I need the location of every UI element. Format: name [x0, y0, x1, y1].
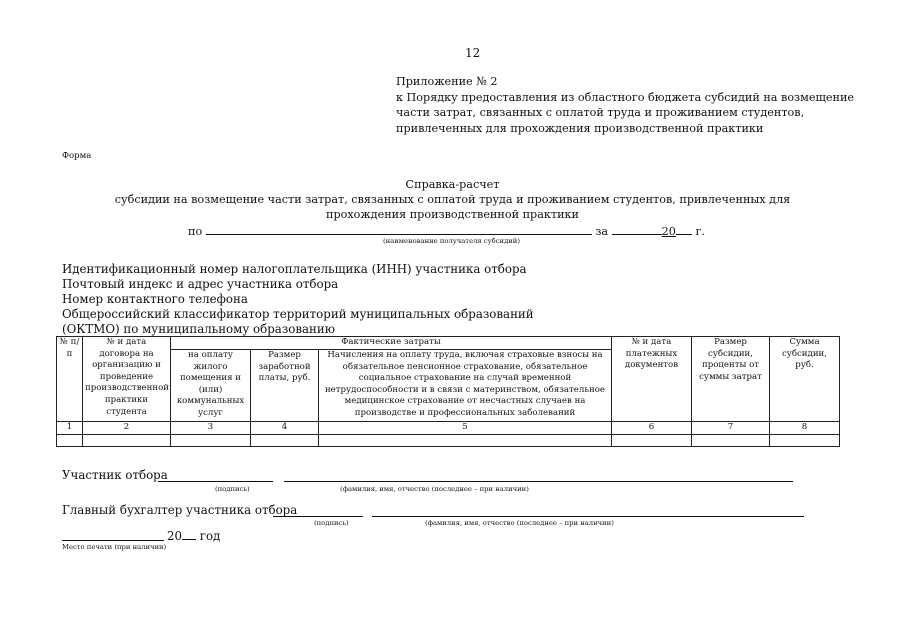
- accountant-signature-line[interactable]: [273, 516, 363, 517]
- table-cell[interactable]: [251, 434, 319, 446]
- page-number: 12: [465, 46, 481, 60]
- index-cell: 6: [612, 422, 692, 435]
- header-salary: Размер заработной платы, руб.: [251, 350, 319, 422]
- form-label: Форма: [62, 151, 92, 161]
- table-cell[interactable]: [612, 434, 692, 446]
- recipient-hint: (наименование получателя субсидий): [383, 237, 520, 245]
- info-inn: Идентификационный номер налогоплательщика (ИНН) участника отбора: [62, 262, 527, 276]
- table-cell[interactable]: [692, 434, 770, 446]
- participant-info: [62, 262, 534, 337]
- info-address: Почтовый индекс и адрес участника отбора: [62, 277, 339, 291]
- participant-label: Участник отбора: [62, 468, 168, 482]
- annex-header: [396, 74, 854, 136]
- participant-signature-line[interactable]: [158, 481, 273, 482]
- date-year: [167, 528, 220, 543]
- date-year-prefix: 20: [167, 529, 183, 543]
- stamp-hint: Место печати (при наличии): [62, 543, 167, 551]
- index-row: [57, 422, 840, 435]
- za-label: за: [595, 225, 609, 238]
- header-housing: на оплату жилого помещения и (или) коммунальных услуг: [171, 350, 251, 422]
- recipient-period-line: [188, 223, 705, 238]
- year-suffix: г.: [695, 225, 705, 238]
- index-cell: 3: [171, 422, 251, 435]
- data-row[interactable]: [57, 434, 840, 446]
- annex-line: привлеченных для прохождения производственной практики: [396, 121, 764, 135]
- period-blank[interactable]: [612, 223, 662, 235]
- date-blank-line[interactable]: [62, 540, 164, 541]
- date-year-suffix: год: [199, 529, 221, 543]
- info-phone: Номер контактного телефона: [62, 292, 248, 306]
- accountant-label: Главный бухгалтер участника отбора: [62, 503, 298, 517]
- header-actual-costs: Фактические затраты: [171, 337, 612, 350]
- calculation-table: [56, 336, 840, 447]
- recipient-blank[interactable]: [206, 223, 592, 235]
- year-prefix: 20: [661, 225, 676, 238]
- header-contract: № и дата договора на организацию и проведение производственной практики студента: [83, 337, 171, 422]
- index-cell: 7: [692, 422, 770, 435]
- table-cell[interactable]: [319, 434, 612, 446]
- table-cell[interactable]: [770, 434, 840, 446]
- date-year-blank[interactable]: [182, 528, 196, 540]
- header-subsidy-sum: Сумма субсидии, руб.: [770, 337, 840, 422]
- info-oktmo: Общероссийский классификатор территорий муниципальных образований: [62, 307, 534, 321]
- header-subsidy-size: Размер субсидии, проценты от суммы затрат: [692, 337, 770, 422]
- header-accruals: Начисления на оплату труда, включая страховые взносы на обязательное пенсионное страхование, обязательное социальное страхование на случай временной нетрудоспособности и в связи с материнством, обязательное медицинское страхование от несчастных случаев на производстве и профессиональных заболеваний: [319, 350, 612, 422]
- annex-line: к Порядку предоставления из областного бюджета субсидий на возмещение: [396, 90, 855, 104]
- info-oktmo-cont: (ОКТМО) по муниципальному образованию: [62, 322, 336, 336]
- header-payment-docs: № и дата платежных документов: [612, 337, 692, 422]
- participant-fio-line[interactable]: [284, 481, 793, 482]
- accountant-fio-hint: (фамилия, имя, отчество (последнее – при наличии): [425, 519, 614, 527]
- accountant-signature-hint: (подпись): [314, 519, 349, 527]
- year-blank[interactable]: [676, 223, 692, 235]
- participant-signature-hint: (подпись): [215, 485, 250, 493]
- annex-line: части затрат, связанных с оплатой труда и проживанием студентов,: [396, 106, 805, 119]
- annex-line: Приложение № 2: [396, 75, 498, 88]
- index-cell: 8: [770, 422, 840, 435]
- table-cell[interactable]: [57, 434, 83, 446]
- po-label: по: [188, 225, 203, 238]
- header-num: № п/п: [57, 337, 83, 422]
- index-cell: 1: [57, 422, 83, 435]
- table-cell[interactable]: [83, 434, 171, 446]
- index-cell: 4: [251, 422, 319, 435]
- index-cell: 5: [319, 422, 612, 435]
- table-cell[interactable]: [171, 434, 251, 446]
- index-cell: 2: [83, 422, 171, 435]
- participant-fio-hint: (фамилия, имя, отчество (последнее – при наличии): [340, 485, 529, 493]
- document-subtitle: субсидии на возмещение части затрат, связанных с оплатой труда и проживанием студентов, привлеченных для прохождения производственной практики: [114, 193, 791, 221]
- document-title: Справка-расчет: [405, 178, 500, 191]
- accountant-fio-line[interactable]: [372, 516, 804, 517]
